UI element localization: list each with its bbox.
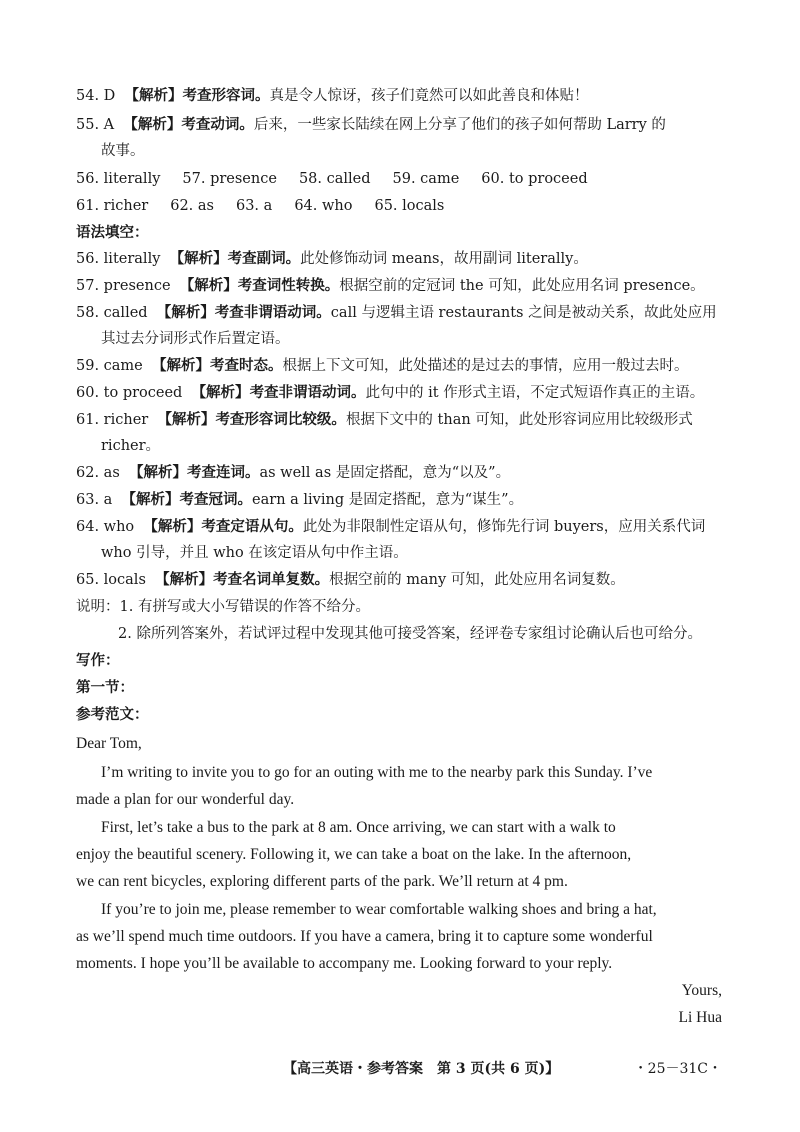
analysis-tag: 【解析】 [156,304,215,321]
grammar-item [76,276,740,296]
answer-item [76,86,740,106]
analysis-tag: 【解析】 [123,116,182,133]
letter-line: as we’ll spend much time outdoors. If you have a camera, bring it to capture some wonderful [76,928,653,945]
letter-line: moments. I hope you’ll be available to accompany me. Looking forward to your reply. [76,955,613,972]
section-heading: 参考范文： [76,706,149,723]
item-number: 63. a [76,492,113,508]
analysis-text: 此处修饰动词 means，故用副词 literally。 [300,251,588,267]
analysis-text: 根据空前的 many 可知，此处应用名词复数。 [329,572,625,588]
grammar-item [76,517,740,537]
answer: 59. came [392,171,460,187]
letter-line: made a plan for our wonderful day. [76,791,295,808]
letter-line: we can rent bicycles, exploring different parts of the park. We’ll return at 4 pm. [76,873,568,890]
item-number: 60. to proceed [76,385,183,401]
analysis-tag: 【解析】 [155,571,214,588]
analysis-heading: 考查动词。 [181,116,254,133]
analysis-tag: 【解析】 [157,411,216,428]
analysis-text: 根据下文中的 than 可知，此处形容词应用比较级形式 [345,412,693,428]
letter-line: enjoy the beautiful scenery. Following it, we can take a boat on the lake. In the afternoon, [76,846,632,863]
note: 说明：1. 有拼写或大小写错误的作答不给分。 [76,599,370,615]
item-number: 62. as [76,465,120,481]
analysis-heading: 考查非谓语动词。 [249,384,366,401]
analysis-continuation: who 引导，并且 who 在该定语从句中作主语。 [101,545,408,561]
answer: 63. a [235,198,273,214]
note: 2. 除所列答案外，若试评过程中发现其他可接受答案，经评卷专家组讨论确认后也可给分。 [118,626,702,642]
analysis-text: as well as 是固定搭配，意为“以及”。 [259,465,511,481]
answer: 57. presence [182,171,277,187]
section-heading: 写作： [76,652,120,669]
item-number: 59. came [76,358,143,374]
item-number: 58. called [76,305,148,321]
grammar-item [76,463,740,483]
analysis-heading: 考查冠词。 [179,491,253,508]
analysis-heading: 考查形容词。 [182,87,270,104]
answer: 65. locals [374,198,445,214]
analysis-text: 根据上下文可知，此处描述的是过去的事情，应用一般过去时。 [282,358,689,374]
grammar-item [76,249,740,269]
grammar-item [76,303,740,323]
analysis-tag: 【解析】 [143,518,202,535]
item-number: 65. locals [76,572,146,588]
analysis-continuation: 其过去分词形式作后置定语。 [101,331,290,347]
analysis-tag: 【解析】 [128,464,187,481]
analysis-heading: 考查形容词比较级。 [215,411,346,428]
analysis-heading: 考查时态。 [209,357,283,374]
item-number: 57. presence [76,278,171,294]
answer: 64. who [294,198,353,214]
item-number: 56. literally [76,251,161,267]
answer: 62. as [170,198,214,214]
analysis-tag: 【解析】 [179,277,238,294]
item-number: 61. richer [76,412,149,428]
analysis-tag: 【解析】 [169,250,228,267]
section-heading: 语法填空： [76,224,149,241]
analysis-text: call 与逻辑主语 restaurants 之间是被动关系，故此处应用 [330,305,717,321]
answers-row [76,169,740,189]
answer-item [76,115,740,135]
grammar-item [76,356,740,376]
letter-signature: Li Hua [678,1009,722,1026]
analysis-heading: 考查连词。 [186,464,260,481]
grammar-item [76,490,740,510]
letter-line: I’m writing to invite you to go for an outing with me to the nearby park this Sunday. I’ve [101,764,653,781]
analysis-text: 后来，一些家长陆续在网上分享了他们的孩子如何帮助 Larry 的 [253,117,666,133]
item-number: 54. D [76,88,116,104]
grammar-item [76,383,740,403]
footer-code: ・25－31C・ [633,1061,722,1077]
analysis-tag: 【解析】 [151,357,210,374]
analysis-text: earn a living 是固定搭配，意为“谋生”。 [252,492,524,508]
grammar-item [76,570,740,590]
answer: 56. literally [76,171,161,187]
answer: 61. richer [76,198,149,214]
answer: 60. to proceed [481,171,588,187]
letter-line: If you’re to join me, please remember to wear comfortable walking shoes and bring a hat, [101,901,657,918]
analysis-text: 根据空前的定冠词 the 可知，此处应用名词 presence。 [339,278,705,294]
letter-closing: Yours, [681,982,722,999]
item-number: 55. A [76,117,115,133]
letter-line: First, let’s take a bus to the park at 8 am. Once arriving, we can start with a walk to [101,819,616,836]
analysis-tag: 【解析】 [124,87,183,104]
analysis-tag: 【解析】 [121,491,180,508]
analysis-text: 此处为非限制性定语从句，修饰先行词 buyers，应用关系代词 [302,519,706,535]
answer: 58. called [298,171,371,187]
analysis-continuation: richer。 [101,438,161,454]
letter-salutation: Dear Tom, [76,735,142,752]
analysis-heading: 考查副词。 [227,250,301,267]
analysis-heading: 考查词性转换。 [237,277,340,294]
answers-row [76,196,740,216]
analysis-text: 此句中的 it 作形式主语，不定式短语作真正的主语。 [365,385,705,401]
item-number: 64. who [76,519,135,535]
analysis-heading: 考查非谓语动词。 [214,304,331,321]
analysis-text: 真是令人惊讶，孩子们竟然可以如此善良和体贴！ [269,88,589,104]
footer-page-info: 【高三英语・参考答案 第 3 页(共 6 页)】 [283,1061,560,1077]
section-heading: 第一节： [76,679,134,696]
analysis-continuation: 故事。 [101,143,145,159]
grammar-item [76,410,740,430]
analysis-heading: 考查名词单复数。 [213,571,330,588]
analysis-heading: 考查定语从句。 [201,518,303,535]
analysis-tag: 【解析】 [191,384,250,401]
